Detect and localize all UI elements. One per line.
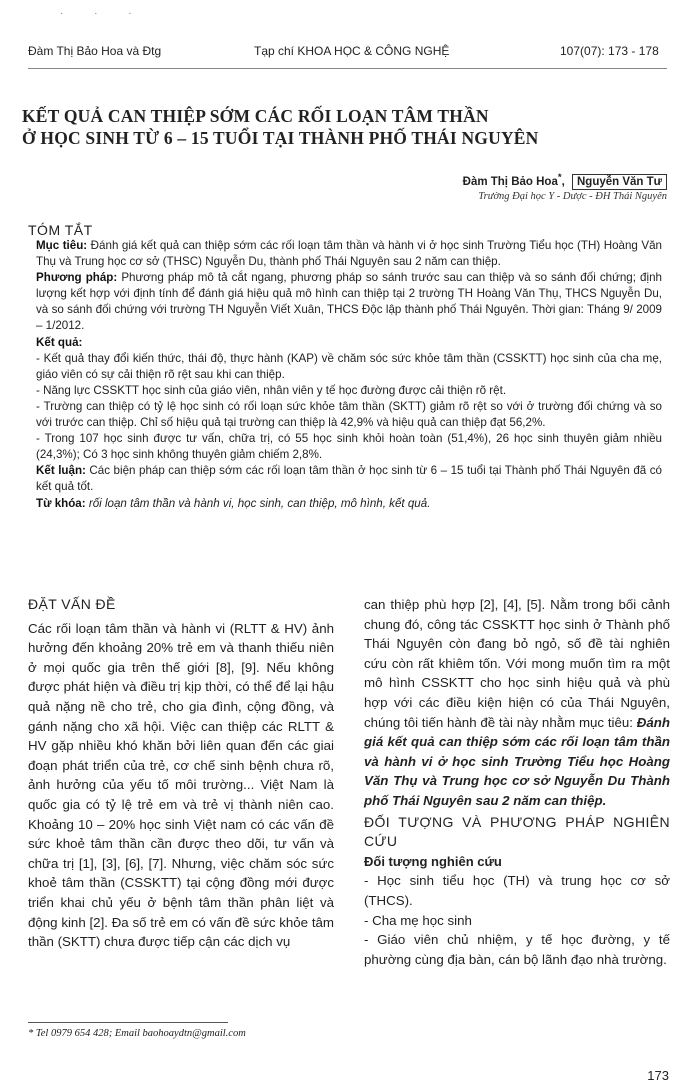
scan-artifact-dots: · · · bbox=[60, 8, 146, 19]
subsection-heading-subjects: Đối tượng nghiên cứu bbox=[364, 853, 502, 869]
running-header-authors: Đàm Thị Bảo Hoa và Đtg bbox=[28, 44, 162, 58]
subject-bullet: - Học sinh tiểu học (TH) và trung học cơ sở (THCS). bbox=[364, 873, 670, 908]
right-column bbox=[364, 595, 670, 969]
author-2: Nguyễn Văn Tư bbox=[572, 174, 667, 190]
left-column bbox=[28, 595, 334, 952]
corresponding-marker: * bbox=[557, 172, 562, 183]
affiliation: Trường Đại học Y - Dược - ĐH Thái Nguyên bbox=[478, 191, 667, 202]
conclusion-label: Kết luận: bbox=[36, 464, 86, 478]
section-heading-methods: ĐỐI TƯỢNG VÀ PHƯƠNG PHÁP NGHIÊN CỨU bbox=[364, 813, 670, 850]
author-1: Đàm Thị Bảo Hoa bbox=[462, 175, 558, 188]
paper-title-line1: KẾT QUẢ CAN THIỆP SỚM CÁC RỐI LOẠN TÂM THẦN bbox=[22, 106, 489, 126]
section-heading-introduction: ĐẶT VẤN ĐỀ bbox=[28, 596, 116, 612]
subject-bullet: - Cha mẹ học sinh bbox=[364, 912, 472, 928]
running-header-issue: 107(07): 173 - 178 bbox=[560, 44, 659, 58]
study-objective: Đánh giá kết quả can thiệp sớm các rối loạn tâm thần và hành vi ở học sinh Trường Tiểu học Hoàng Văn Thụ và Trung học cơ sở Nguyễn Du Thành phố Thái Nguyên sau 2 năm can thiệp. bbox=[364, 714, 670, 808]
abstract-result-item: - Kết quả thay đổi kiến thức, thái độ, thực hành (KAP) về chăm sóc sức khỏe tâm thần (CSSKTT) học sinh của cha mẹ, giáo viên có sự cải thiện rõ rệt sau khi can thiệp. bbox=[36, 351, 662, 381]
footnote-rule bbox=[28, 1022, 228, 1023]
abstract-heading: TÓM TẮT bbox=[28, 222, 93, 238]
abstract-conclusion: Kết luận: Các biện pháp can thiệp sớm các rối loạn tâm thần ở học sinh từ 6 – 15 tuổi tại Thành phố Thái Nguyên đã có kết quả tốt. bbox=[36, 464, 662, 494]
abstract-result-item: - Năng lực CSSKTT học sinh của giáo viên, nhân viên y tế học đường được cải thiện rõ rệt. bbox=[36, 383, 507, 397]
paper-title-line2: Ở HỌC SINH TỪ 6 – 15 TUỔI TẠI THÀNH PHỐ THÁI NGUYÊN bbox=[22, 128, 539, 148]
author-list: Đàm Thị Bảo Hoa*, Nguyễn Văn Tư bbox=[463, 172, 667, 188]
method-label: Phương pháp: bbox=[36, 271, 118, 285]
subject-bullet: - Giáo viên chủ nhiệm, y tế học đường, y tế phường cùng địa bàn, cán bộ lãnh đạo nhà trường. bbox=[364, 932, 670, 967]
keywords-label: Từ khóa: bbox=[36, 496, 86, 510]
footnote-contact: * Tel 0979 654 428; Email baohoaydtn@gmail.com bbox=[28, 1028, 246, 1039]
abstract-result-item: - Trường can thiệp có tỷ lệ học sinh có rối loạn sức khỏe tâm thần (SKTT) giảm rõ rệt so với ở trường đối chứng và so với trước can thiệp. Chỉ số hiệu quả tại trường can thiệp là 42,9% và hiệu quả can thiệp đạt 56,2%. bbox=[36, 399, 662, 430]
objective-label: Mục tiêu: bbox=[36, 239, 88, 252]
abstract-result-item: - Trong 107 học sinh được tư vấn, chữa trị, có 55 học sinh khỏi hoàn toàn (51,4%), 26 học sinh thuyên giảm nhiều (24,3%); Có 3 học sinh không thuyên giảm chiếm 2,8%. bbox=[36, 432, 662, 462]
abstract-results-label: Kết quả: bbox=[36, 335, 83, 349]
introduction-paragraph: Các rối loạn tâm thần và hành vi (RLTT & HV) ảnh hưởng đến khoảng 20% trẻ em và thanh thiếu niên ở mọi quốc gia trên thế giới [8], [9]. Nếu không được phát hiện và điều trị kịp thời, có thể để lại hậu quả nặng nề cho trẻ, cho gia đình, cộng đồng, và gánh nặng cho xã hội. Việc can thiệp các RLTT & HV gặp nhiều khó khăn bởi liên quan đến các giai đoạn phát triển của trẻ, cơ chế sinh bệnh chưa rõ, ảnh hưởng của yếu tố môi trường... Việt Nam là quốc gia có tỷ lệ trẻ em và trẻ vị thành niên cao. Khoảng 10 – 20% học sinh Việt nam có các vấn đề sức khoẻ tâm thần cần được theo dõi, tư vấn và chữa trị [1], [3], [6], [7]. Nhưng, việc chăm sóc sức khoẻ tâm thần (CSSKTT) tại cộng đồng mới được triển khai chủ yếu ở bệnh tâm thần phân liệt và động kinh [2]. Đa số trẻ em có vấn đề sức khỏe tâm thần (SKTT) chưa được tiếp cận các dịch vụ bbox=[28, 620, 334, 950]
running-header-journal: Tạp chí KHOA HỌC & CÔNG NGHỆ bbox=[254, 44, 450, 58]
abstract-body bbox=[36, 238, 662, 512]
introduction-paragraph-continued: can thiệp phù hợp [2], [4], [5]. Nằm trong bối cảnh chung đó, công tác CSSKTT học sinh ở Thành phố Thái Nguyên còn đang bỏ ngỏ, số đề tài nghiên cứu còn rất khiêm tốn. Với mong muốn tìm ra một mô hình CSSKTT cho học sinh hiệu quả và phù hợp với các điều kiện hiện có của Thái Nguyên, chúng tôi tiến hành đề tài này nhằm mục tiêu: Đánh giá kết quả can thiệp sớm các rối loạn tâm thần và hành vi ở học sinh Trường Tiểu học Hoàng Văn Thụ và Trung học cơ sở Nguyễn Du Thành phố Thái Nguyên sau 2 năm can thiệp. bbox=[364, 597, 670, 808]
abstract-objective: Mục tiêu: Đánh giá kết quả can thiệp sớm các rối loạn tâm thần và hành vi ở học sinh Trường Tiểu học (TH) Hoàng Văn Thụ và Trung học cơ sở (THSC) Nguyễn Du, thành phố Thái Nguyên sau 2 năm can thiệp. bbox=[36, 239, 662, 269]
abstract-method: Phương pháp: Phương pháp mô tả cắt ngang, phương pháp so sánh trước sau can thiệp và so sánh đối chứng; định lượng kết hợp với định tính để đánh giá hiệu quả mô hình can thiệp tại 2 trường TH Hoàng Văn Thụ, THCS Nguyễn Du, và so sánh đối chứng với trường TH Nguyễn Viết Xuân, THCS Độc lập thành phố Thái Nguyên. Thời gian: Tháng 9/ 2009 – 1/2012. bbox=[36, 271, 662, 333]
header-rule bbox=[28, 68, 667, 69]
abstract-keywords: Từ khóa: rối loạn tâm thần và hành vi, học sinh, can thiệp, mô hình, kết quả. bbox=[36, 496, 431, 510]
page-number: 173 bbox=[647, 1068, 669, 1083]
